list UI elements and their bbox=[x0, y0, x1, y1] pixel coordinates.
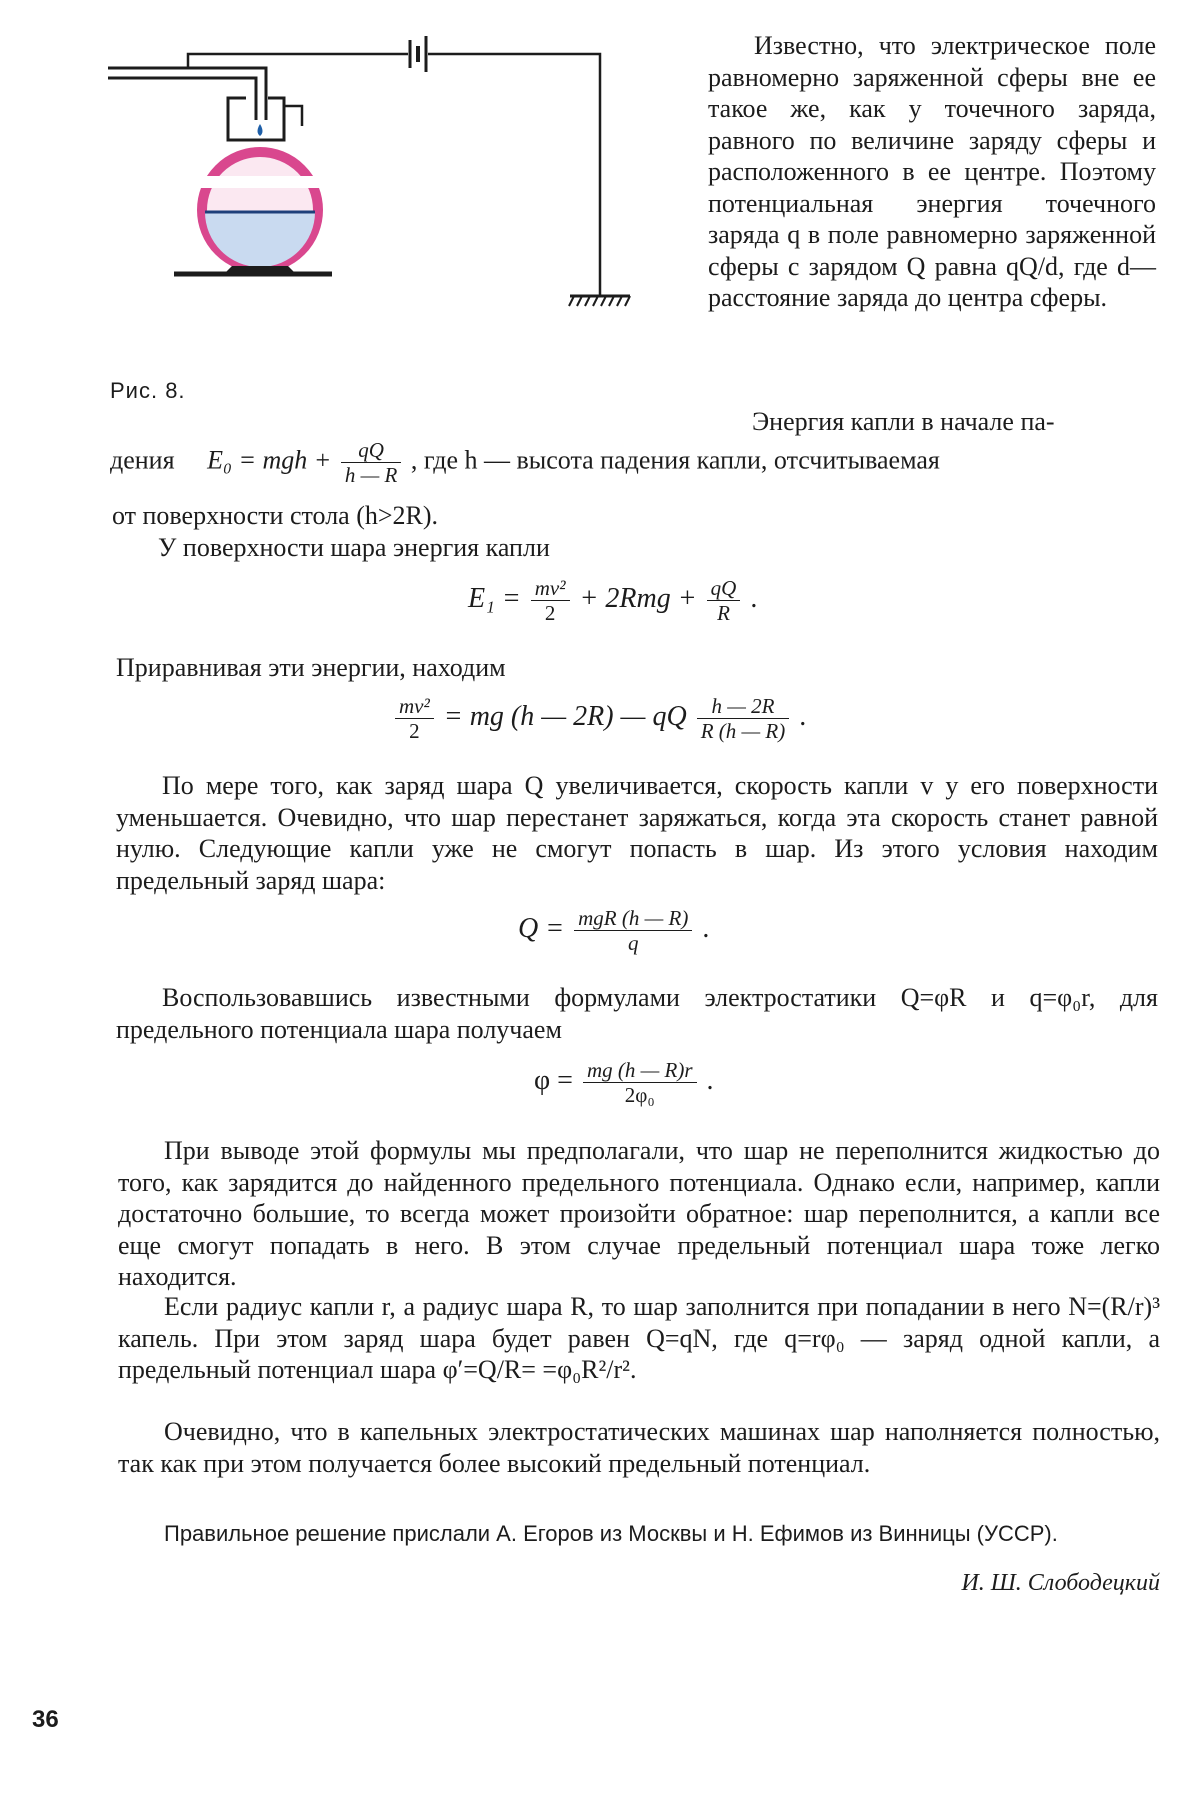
figure-caption: Рис. 8. bbox=[110, 378, 186, 403]
figure-electrostatic-machine bbox=[108, 28, 648, 328]
formula-q-lhs: Q = bbox=[518, 912, 565, 944]
formula-q-frac-num: mgR (h — R) bbox=[574, 906, 692, 931]
formula-phi-end: . bbox=[706, 1064, 714, 1096]
equating-text: Приравнивая эти энергии, находим bbox=[116, 653, 506, 682]
formula-balance-end: . bbox=[799, 700, 807, 732]
formula-phi-frac-den: 2φ₀ bbox=[624, 1083, 655, 1107]
formula-balance-frac1-den: 2 bbox=[409, 719, 420, 743]
paragraph-charge-limit: По мере того, как заряд шара Q увеличивается, скорость капли v у его поверхности уменьшается. Очевидно, что шар перестанет заряжаться, когда эта скорость станет равной нулю. Следующие капли уже не смогут попасть в шар. Из этого условия находим предельный заряд шара: bbox=[116, 771, 1158, 895]
energy-e0-prefix: дения bbox=[110, 445, 175, 475]
paragraph-sphere-field: Известно, что электрическое поле равномерно заряженной сферы вне ее такое же, как у точечного заряда, равного по величине заряду сферы и расположенного в ее центре. Поэтому потенциальная энергия точечного заряда q в поле равномерно заряженной сферы с зарядом Q равна qQ/d, где d— расстояние заряда до центра сферы. bbox=[708, 31, 1156, 312]
energy-e0-fraction-num: qQ bbox=[341, 438, 402, 463]
formula-e1-frac2 bbox=[707, 576, 741, 625]
energy-e0-fraction-den: h — R bbox=[344, 463, 398, 487]
formula-e1-frac1-den: 2 bbox=[544, 601, 556, 625]
formula-phi-lhs: φ = bbox=[534, 1064, 573, 1096]
formula-phi bbox=[534, 1058, 714, 1107]
formula-q-end: . bbox=[702, 912, 710, 944]
formula-e1-frac2-num: qQ bbox=[707, 576, 741, 601]
formula-q-frac bbox=[574, 906, 692, 955]
paragraph-electrostatics: Воспользовавшись известными формулами электростатики Q=φR и q=φ₀r, для предельного потенциала шара получаем bbox=[116, 983, 1158, 1044]
surface-energy-intro: У поверхности шара энергия капли bbox=[158, 533, 550, 562]
formula-e1-lhs: E₁ = bbox=[468, 582, 521, 614]
paragraph-overflow: При выводе этой формулы мы предполагали, что шар не переполнится жидкостью до того, как зарядится до найденного предельного потенциала. Однако если, например, капли достаточно большие, то всегда может произойти обратное: шар переполнится, а капли все еще смогут попадать в него. В этом случае предельный потенциал шара тоже легко находится. bbox=[118, 1136, 1160, 1291]
credit-line: Правильное решение прислали А. Егоров из Москвы и Н. Ефимов из Винницы (УССР). bbox=[164, 1521, 1058, 1546]
formula-balance-frac2 bbox=[697, 694, 790, 743]
formula-balance-mid: = mg (h — 2R) — qQ bbox=[443, 700, 687, 732]
paragraph-radius: Если радиус капли r, а радиус шара R, то шар заполнится при попадании в него N=(R/r)³ капель. При этом заряд шара будет равен Q=qN, где q=rφ₀ — заряд одной капли, а предельный потенциал шара φ′=Q/R= =φ₀R²/r². bbox=[118, 1292, 1160, 1384]
formula-e1-frac2-den: R bbox=[717, 601, 730, 625]
formula-phi-frac bbox=[583, 1058, 697, 1107]
formula-q-frac-den: q bbox=[627, 931, 639, 955]
formula-e1-frac1 bbox=[531, 576, 570, 625]
energy-e0-suffix: , где h — высота падения капли, отсчитываемая bbox=[410, 445, 940, 475]
formula-e1-end: . bbox=[750, 582, 758, 614]
paragraph-conclusion: Очевидно, что в капельных электростатических машинах шар наполняется полностью, так как при этом получается более высокий предельный потенциал. bbox=[118, 1417, 1160, 1478]
formula-balance-frac2-num: h — 2R bbox=[697, 694, 790, 719]
formula-e1-mid: + 2Rmg + bbox=[579, 582, 697, 614]
author-signature: И. Ш. Слободецкий bbox=[961, 1570, 1160, 1596]
paragraph-energy-intro: Энергия капли в начале па- bbox=[752, 407, 1055, 436]
formula-e1-frac1-num: mv² bbox=[531, 576, 570, 601]
formula-balance-frac1 bbox=[395, 694, 434, 743]
formula-e1 bbox=[468, 576, 757, 625]
page-number: 36 bbox=[32, 1706, 59, 1733]
formula-balance bbox=[392, 694, 806, 743]
energy-e0-fraction bbox=[341, 438, 402, 487]
energy-e0-lhs: E₀ = mgh + bbox=[207, 445, 332, 475]
formula-balance-frac2-den: R (h — R) bbox=[700, 719, 786, 743]
surface-line: от поверхности стола (h>2R). bbox=[112, 501, 439, 530]
formula-balance-frac1-num: mv² bbox=[395, 694, 434, 719]
energy-e0-line bbox=[110, 438, 1156, 487]
formula-q bbox=[518, 906, 709, 955]
formula-phi-frac-num: mg (h — R)r bbox=[583, 1058, 697, 1083]
